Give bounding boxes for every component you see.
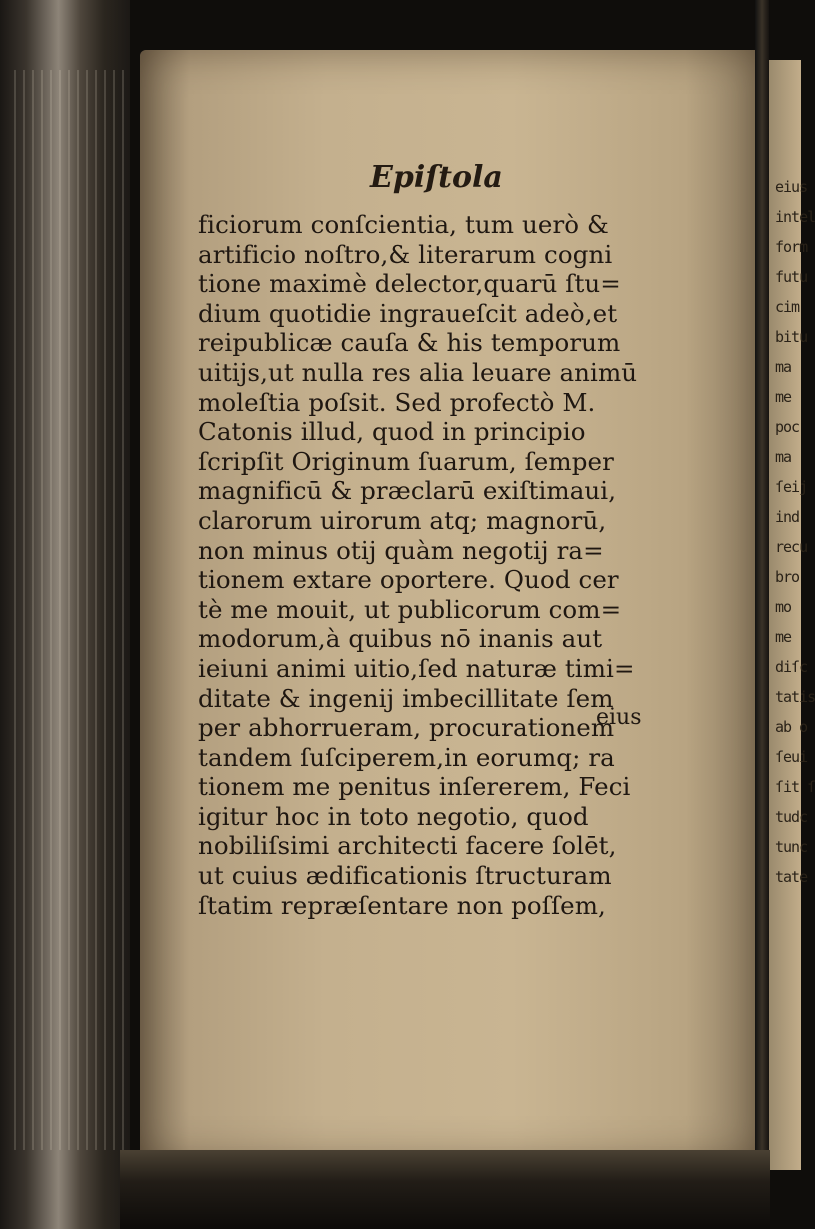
facing-page-fragment: ſit ſ — [775, 778, 815, 796]
text-line: ieiuni animi uitio,ſed naturæ timi= — [198, 653, 635, 683]
facing-page-fragment: tunc — [775, 838, 808, 856]
body-text — [198, 210, 738, 920]
facing-page-fragment: ma — [775, 358, 792, 376]
facing-page-fragment: tudc — [775, 808, 808, 826]
text-line: igitur hoc in toto negotio, quod — [198, 801, 589, 831]
facing-page-fragment: ind — [775, 508, 800, 526]
text-line: ficiorum conſcientia, tum uerò & — [198, 210, 609, 239]
facing-page-fragment: poc — [775, 418, 800, 436]
text-line: reipublicæ cauſa & his temporum — [198, 328, 621, 358]
text-line: Catonis illud, quod in principio — [198, 417, 586, 447]
text-line: magnificū & præclarū exiſtimaui, — [198, 476, 617, 506]
facing-page-fragment: recu — [775, 538, 808, 556]
facing-page-fragment: mo — [775, 598, 792, 616]
facing-page-fragment: tatis — [775, 688, 815, 706]
text-line: ſtatim repræſentare non poſſem, — [198, 890, 606, 920]
text-line: non minus otij quàm negotij ra= — [198, 535, 604, 565]
facing-page-fragment: me — [775, 628, 792, 646]
running-head: Epiſtola — [370, 160, 503, 195]
page-bottom-shadow — [120, 1150, 770, 1229]
facing-page-fragment: intel — [775, 208, 815, 226]
text-line: moleſtia poſsit. Sed profectò M. — [198, 387, 596, 417]
text-line: tione maximè delector,quarū ſtu= — [198, 269, 621, 299]
text-line: nobiliſsimi architecti facere ſolēt, — [198, 831, 617, 861]
text-line: clarorum uirorum atq; magnorū, — [198, 505, 607, 535]
facing-page-fragment: ſeui — [775, 748, 808, 766]
facing-page-fragment: cim — [775, 298, 800, 316]
facing-page-fragment: eius — [775, 178, 808, 196]
facing-page-fragment: tate — [775, 868, 808, 886]
facing-page-fragment: me — [775, 388, 792, 406]
text-line: tionem me penitus inſererem, Feci — [198, 772, 631, 802]
facing-page-fragment: ma — [775, 448, 792, 466]
text-line: tè me mouit, ut publicorum com= — [198, 594, 622, 624]
facing-page-fragment: diſc — [775, 658, 808, 676]
catchword: eius — [596, 705, 642, 730]
text-line: ditate & ingenij imbecillitate ſem — [198, 683, 614, 713]
text-line: uitijs,ut nulla res alia leuare animū — [198, 357, 638, 387]
facing-page-fragment: form — [775, 238, 808, 256]
text-line: ſcripſit Originum ſuarum, ſemper — [198, 446, 614, 476]
text-line: ut cuius ædificationis ſtructuram — [198, 861, 612, 891]
book-gutter — [755, 0, 769, 1229]
text-line: dium quotidie ingraueſcit adeò,et — [198, 298, 618, 328]
facing-page-strip — [769, 60, 815, 1170]
facing-page-fragment: bro — [775, 568, 800, 586]
facing-page-fragment: bitu — [775, 328, 808, 346]
facing-page-fragment: ſeij — [775, 478, 808, 496]
text-line: tandem ſuſciperem,in eorumq; ra — [198, 742, 615, 772]
text-line: modorum,à quibus nō inanis aut — [198, 624, 603, 654]
fore-edge-page-lines — [14, 70, 124, 1150]
book-fore-edge — [0, 0, 130, 1229]
text-line: artificio noſtro,& literarum cogni — [198, 239, 613, 269]
text-line: per abhorrueram, procurationem — [198, 713, 615, 743]
facing-page-fragment: ab o — [775, 718, 808, 736]
facing-page-fragment: futu — [775, 268, 808, 286]
text-line: tionem extare oportere. Quod cer — [198, 565, 619, 595]
